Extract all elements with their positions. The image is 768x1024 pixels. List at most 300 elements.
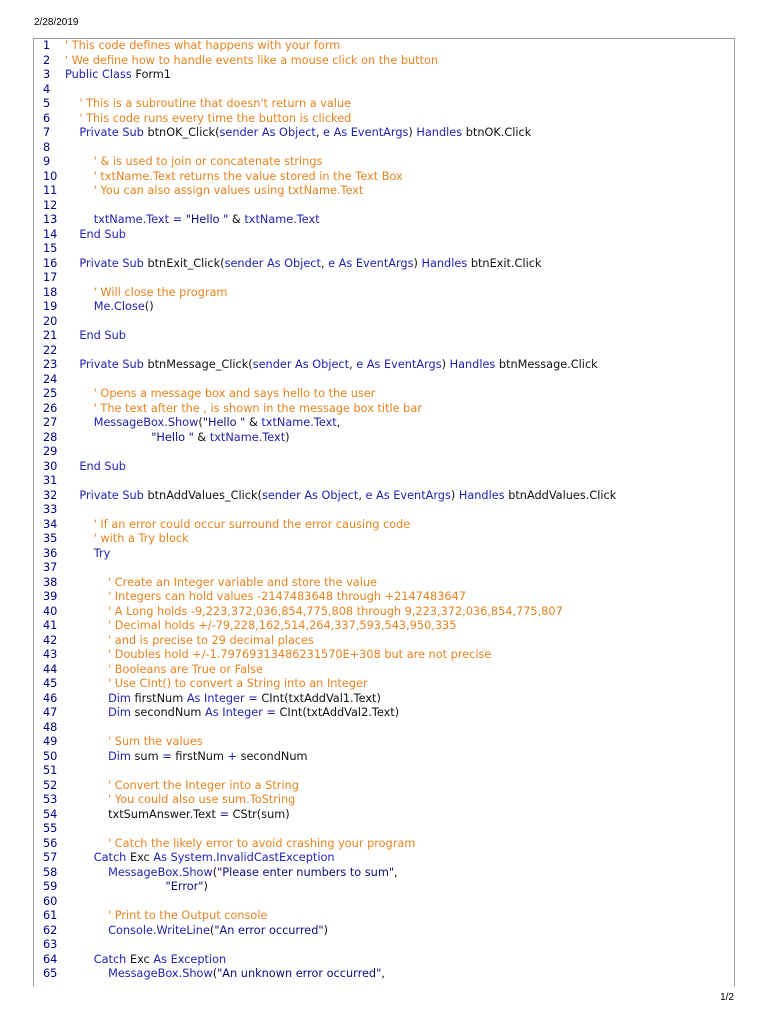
line-number: 17 <box>43 271 58 284</box>
code-token: CStr(sum) <box>232 807 290 821</box>
line-number: 21 <box>43 329 58 342</box>
code-token: "Hello " <box>151 430 198 444</box>
line-number: 49 <box>43 735 58 748</box>
code-token: () <box>144 300 154 313</box>
code-token: , <box>320 256 329 270</box>
code-token <box>65 489 79 502</box>
code-token: ' This is a subroutine that doesn't return a value <box>79 97 352 110</box>
code-text <box>65 866 398 881</box>
code-token: , <box>315 126 324 139</box>
code-token <box>65 953 94 966</box>
code-token <box>65 387 94 400</box>
code-line <box>34 561 734 576</box>
code-line <box>34 445 734 460</box>
line-number: 47 <box>43 706 58 719</box>
line-number: 14 <box>43 227 58 241</box>
code-token <box>65 692 108 705</box>
code-token: btnExit.Click <box>470 256 542 270</box>
code-text <box>65 213 320 228</box>
code-text <box>65 793 295 808</box>
code-token: ' Catch the likely error to avoid crashing your program <box>108 836 416 850</box>
line-number: 1 <box>43 39 51 52</box>
code-token: As Exception <box>153 952 227 966</box>
code-token: MessageBox.Show <box>93 416 199 429</box>
code-token: Dim <box>108 691 135 705</box>
line-number: 58 <box>43 865 58 879</box>
code-line <box>34 416 734 431</box>
code-token <box>65 155 94 168</box>
code-token: e As EventArgs <box>365 488 451 502</box>
line-number: 34 <box>43 517 58 531</box>
code-text <box>65 692 381 707</box>
code-token: ) <box>413 256 422 270</box>
code-text <box>65 750 308 765</box>
code-line <box>34 895 734 910</box>
code-listing <box>33 38 735 986</box>
code-token: "Please enter numbers to sum" <box>217 865 395 879</box>
code-token: secondNum <box>240 749 308 763</box>
code-token: As System.InvalidCastException <box>153 851 335 864</box>
code-token: CInt(txtAddVal2.Text) <box>279 706 400 719</box>
code-token: ' You can also assign values using txtName.Text <box>93 184 364 197</box>
code-token: e As EventArgs <box>323 126 409 139</box>
line-number: 4 <box>43 82 51 96</box>
code-text <box>65 924 328 939</box>
line-number: 38 <box>43 575 58 589</box>
code-token: ' Print to the Output console <box>108 909 268 922</box>
code-token: ' Booleans are True or False <box>108 662 263 676</box>
code-token: MessageBox.Show <box>108 967 213 980</box>
code-token: Try <box>93 546 111 560</box>
code-token: Private Sub <box>79 256 148 270</box>
line-number: 37 <box>43 561 58 574</box>
code-token: e As EventArgs <box>356 358 442 371</box>
line-number: 52 <box>43 778 58 792</box>
code-line <box>34 953 734 968</box>
code-token: btnExit_Click( <box>147 256 225 270</box>
code-line <box>34 851 734 866</box>
code-text <box>65 532 189 547</box>
code-token: Exc <box>129 952 154 966</box>
code-token: End Sub <box>79 227 126 241</box>
code-text <box>65 170 403 185</box>
code-line <box>34 605 734 620</box>
line-number: 12 <box>43 198 58 212</box>
code-token: = <box>162 749 176 763</box>
code-line <box>34 39 734 54</box>
code-token: Form1 <box>135 68 171 81</box>
code-token: End Sub <box>79 329 126 342</box>
code-line <box>34 97 734 112</box>
code-line <box>34 576 734 591</box>
line-number: 44 <box>43 662 58 676</box>
code-text <box>65 735 203 750</box>
code-token <box>65 634 108 647</box>
code-line <box>34 837 734 852</box>
code-text <box>65 634 314 649</box>
code-token <box>65 184 94 197</box>
code-token: , <box>336 416 341 429</box>
code-token <box>65 532 94 545</box>
code-line <box>34 648 734 663</box>
code-line <box>34 315 734 330</box>
code-token: , <box>349 358 357 371</box>
code-line <box>34 779 734 794</box>
code-line <box>34 257 734 272</box>
code-text <box>65 228 126 243</box>
code-line <box>34 721 734 736</box>
code-line <box>34 909 734 924</box>
code-line <box>34 126 734 141</box>
code-line <box>34 344 734 359</box>
line-number: 43 <box>43 648 58 661</box>
code-token: ' If an error could occur surround the error causing code <box>93 517 411 531</box>
code-token: Catch <box>93 952 130 966</box>
line-number: 54 <box>43 807 58 821</box>
code-token <box>65 648 108 661</box>
code-token: Private Sub <box>79 358 148 371</box>
code-line <box>34 706 734 721</box>
code-text <box>65 967 385 982</box>
code-token: ' Sum the values <box>108 735 203 748</box>
code-token <box>65 213 94 226</box>
code-token <box>65 837 108 850</box>
code-token: "Error" <box>165 880 204 893</box>
code-line <box>34 199 734 214</box>
code-line <box>34 83 734 98</box>
code-token: ' The text after the , is shown in the message box title bar <box>93 401 422 415</box>
code-line <box>34 329 734 344</box>
code-text <box>65 112 351 127</box>
code-line <box>34 764 734 779</box>
code-token: Me.Close <box>93 300 145 313</box>
code-token: ' This code runs every time the button is clicked <box>79 111 352 125</box>
line-number: 41 <box>43 619 58 632</box>
code-text <box>65 953 226 968</box>
code-token <box>65 228 79 241</box>
code-token: "Hello " <box>202 416 249 429</box>
line-number: 62 <box>43 923 58 937</box>
code-line <box>34 866 734 881</box>
line-number: 15 <box>43 242 58 255</box>
code-text <box>65 97 351 112</box>
code-token: txtName.Text = <box>93 213 186 226</box>
code-line <box>34 373 734 388</box>
code-line <box>34 750 734 765</box>
code-token: CInt(txtAddVal1.Text) <box>261 691 381 705</box>
line-number: 60 <box>43 894 58 908</box>
code-line <box>34 634 734 649</box>
code-text <box>65 257 541 272</box>
code-token: ' Use CInt() to convert a String into an Integer <box>108 677 368 690</box>
code-token: ) <box>323 923 329 937</box>
code-line <box>34 489 734 504</box>
code-token: Dim <box>108 749 135 763</box>
code-token <box>65 677 108 690</box>
code-text <box>65 126 531 141</box>
code-line <box>34 300 734 315</box>
code-token <box>65 735 108 748</box>
code-token <box>65 431 151 444</box>
code-token <box>65 358 79 371</box>
code-token <box>65 402 94 415</box>
code-token <box>65 286 94 299</box>
code-line <box>34 141 734 156</box>
code-token <box>65 97 79 110</box>
code-token: Console.WriteLine <box>108 923 210 937</box>
code-token: End Sub <box>79 459 126 473</box>
code-token: txtName.Text <box>244 213 320 226</box>
code-token: ' with a Try block <box>93 532 189 545</box>
code-token: sender As Object <box>219 126 316 139</box>
line-number: 19 <box>43 300 58 313</box>
code-token: Handles <box>449 358 499 371</box>
code-line <box>34 228 734 243</box>
code-token <box>65 779 108 792</box>
code-text <box>65 286 227 301</box>
code-line <box>34 54 734 69</box>
line-number: 16 <box>43 256 58 270</box>
code-line <box>34 112 734 127</box>
code-text <box>65 329 126 344</box>
line-number: 18 <box>43 285 58 299</box>
code-token: ) <box>441 358 450 371</box>
code-token: + <box>227 749 241 763</box>
code-line <box>34 547 734 562</box>
line-number: 56 <box>43 836 58 850</box>
code-text <box>65 909 267 924</box>
line-number: 32 <box>43 488 58 502</box>
code-line <box>34 431 734 446</box>
line-number: 65 <box>43 967 58 980</box>
code-token <box>65 257 79 270</box>
code-text <box>65 155 322 170</box>
line-number: 64 <box>43 952 58 966</box>
code-token: ' & is used to join or concatenate strings <box>93 155 323 168</box>
code-line <box>34 938 734 953</box>
code-token: ) <box>408 126 417 139</box>
line-number: 55 <box>43 822 58 835</box>
code-line <box>34 822 734 837</box>
code-text <box>65 460 126 475</box>
code-text <box>65 677 368 692</box>
code-token: ( <box>198 416 203 429</box>
code-token <box>65 416 94 429</box>
code-token <box>65 808 108 821</box>
code-token <box>65 663 108 676</box>
code-token: ' txtName.Text returns the value stored in the Text Box <box>93 169 403 183</box>
code-line <box>34 460 734 475</box>
code-line <box>34 532 734 547</box>
code-token <box>65 619 108 632</box>
code-text <box>65 547 110 562</box>
code-token <box>65 590 108 603</box>
line-number: 30 <box>43 459 58 473</box>
code-token: "Hello " <box>185 213 232 226</box>
code-token: ' Convert the Integer into a String <box>108 778 299 792</box>
code-text <box>65 54 438 69</box>
line-number: 53 <box>43 793 58 806</box>
code-text <box>65 358 598 373</box>
code-token: Exc <box>129 851 154 864</box>
code-token <box>65 706 108 719</box>
code-line <box>34 68 734 83</box>
code-line <box>34 677 734 692</box>
code-lines-container <box>34 39 734 982</box>
line-number: 57 <box>43 851 58 864</box>
code-text <box>65 576 377 591</box>
code-text <box>65 605 563 620</box>
code-text <box>65 706 399 721</box>
code-token <box>65 750 108 763</box>
line-number: 46 <box>43 691 58 705</box>
code-token: ' A Long holds -9,223,372,036,854,775,808 through 9,223,372,036,854,775,807 <box>108 604 563 618</box>
code-token <box>65 576 108 589</box>
line-number: 31 <box>43 474 58 487</box>
code-token: sender As Object <box>224 256 321 270</box>
line-number: 63 <box>43 938 58 951</box>
code-line <box>34 170 734 185</box>
line-number: 9 <box>43 155 51 168</box>
code-text <box>65 431 290 446</box>
code-token <box>65 329 79 342</box>
line-number: 29 <box>43 445 58 458</box>
code-line <box>34 358 734 373</box>
code-token: ' Doubles hold +/-1.79769313486231570E+308 but are not precise <box>108 648 492 661</box>
code-token <box>65 880 166 893</box>
code-text <box>65 489 616 504</box>
line-number: 13 <box>43 213 58 226</box>
code-line <box>34 271 734 286</box>
code-token: Handles <box>458 488 509 502</box>
code-token: Handles <box>416 126 466 139</box>
code-token: txtName.Text <box>209 430 286 444</box>
line-number: 35 <box>43 532 58 545</box>
code-token: As Integer = <box>186 691 262 705</box>
line-number: 33 <box>43 503 58 516</box>
code-line <box>34 967 734 982</box>
line-number: 10 <box>43 169 58 183</box>
code-token <box>65 300 94 313</box>
code-token <box>65 605 108 618</box>
code-token: ' Opens a message box and says hello to the user <box>93 387 376 400</box>
code-token: btnOK_Click( <box>147 126 220 139</box>
code-token: "An unknown error occurred" <box>217 967 382 980</box>
code-token: ' You could also use sum.ToString <box>108 793 296 806</box>
line-number: 8 <box>43 140 51 154</box>
code-token: sender As Object <box>252 358 350 371</box>
code-token: ) <box>285 430 290 444</box>
code-token: Public Class <box>65 68 136 81</box>
code-line <box>34 619 734 634</box>
code-text <box>65 837 415 852</box>
code-token: ) <box>203 880 208 893</box>
page-number: 1/2 <box>720 992 734 1003</box>
code-token <box>65 518 94 531</box>
code-token <box>65 112 79 125</box>
code-line <box>34 808 734 823</box>
code-token: ( <box>212 865 218 879</box>
line-number: 36 <box>43 546 58 560</box>
code-token: & <box>231 213 245 226</box>
code-token: ( <box>209 923 215 937</box>
code-line <box>34 387 734 402</box>
code-text <box>65 518 410 533</box>
code-text <box>65 68 171 83</box>
line-number: 50 <box>43 749 58 763</box>
code-text <box>65 851 335 866</box>
code-token: Dim <box>108 706 135 719</box>
line-number: 25 <box>43 387 58 400</box>
code-line <box>34 663 734 678</box>
code-line <box>34 692 734 707</box>
code-text <box>65 880 208 895</box>
code-token: btnAddValues.Click <box>508 488 617 502</box>
line-number: 3 <box>43 68 51 81</box>
code-line <box>34 242 734 257</box>
code-token: & <box>197 430 210 444</box>
code-token: , <box>394 865 398 879</box>
line-number: 6 <box>43 111 51 125</box>
line-number: 61 <box>43 909 58 922</box>
code-token: sender As Object <box>261 488 359 502</box>
line-number: 20 <box>43 314 58 328</box>
code-line <box>34 286 734 301</box>
code-line <box>34 155 734 170</box>
code-text <box>65 416 340 431</box>
print-date: 2/28/2019 <box>34 17 79 28</box>
code-token: , <box>358 488 366 502</box>
code-token: MessageBox.Show <box>108 865 213 879</box>
code-token: ' We define how to handle events like a mouse click on the button <box>65 53 439 67</box>
code-token: sum <box>134 749 163 763</box>
code-token: , <box>381 967 385 980</box>
code-token <box>65 547 94 560</box>
code-line <box>34 474 734 489</box>
code-token: ' Decimal holds +/-79,228,162,514,264,337,593,543,950,335 <box>108 619 457 632</box>
code-token: btnMessage_Click( <box>147 358 253 371</box>
code-line <box>34 213 734 228</box>
code-token: Private Sub <box>79 126 148 139</box>
code-token: ) <box>450 488 459 502</box>
code-text <box>65 39 340 54</box>
code-text <box>65 619 456 634</box>
code-line <box>34 518 734 533</box>
code-token <box>65 924 108 937</box>
line-number: 39 <box>43 590 58 603</box>
line-number: 40 <box>43 604 58 618</box>
line-number: 42 <box>43 633 58 647</box>
code-text <box>65 184 363 199</box>
code-token: e As EventArgs <box>328 256 414 270</box>
line-number: 48 <box>43 720 58 734</box>
code-line <box>34 503 734 518</box>
code-line <box>34 184 734 199</box>
code-token <box>65 909 108 922</box>
code-token <box>65 851 94 864</box>
line-number: 22 <box>43 343 58 357</box>
code-token <box>65 793 108 806</box>
code-token: txtSumAnswer.Text <box>108 807 220 821</box>
code-token: btnOK.Click <box>465 126 532 139</box>
code-line <box>34 880 734 895</box>
line-number: 59 <box>43 880 58 893</box>
code-token: Private Sub <box>79 488 148 502</box>
code-line <box>34 590 734 605</box>
line-number: 23 <box>43 358 58 371</box>
code-text <box>65 808 290 823</box>
line-number: 28 <box>43 430 58 444</box>
